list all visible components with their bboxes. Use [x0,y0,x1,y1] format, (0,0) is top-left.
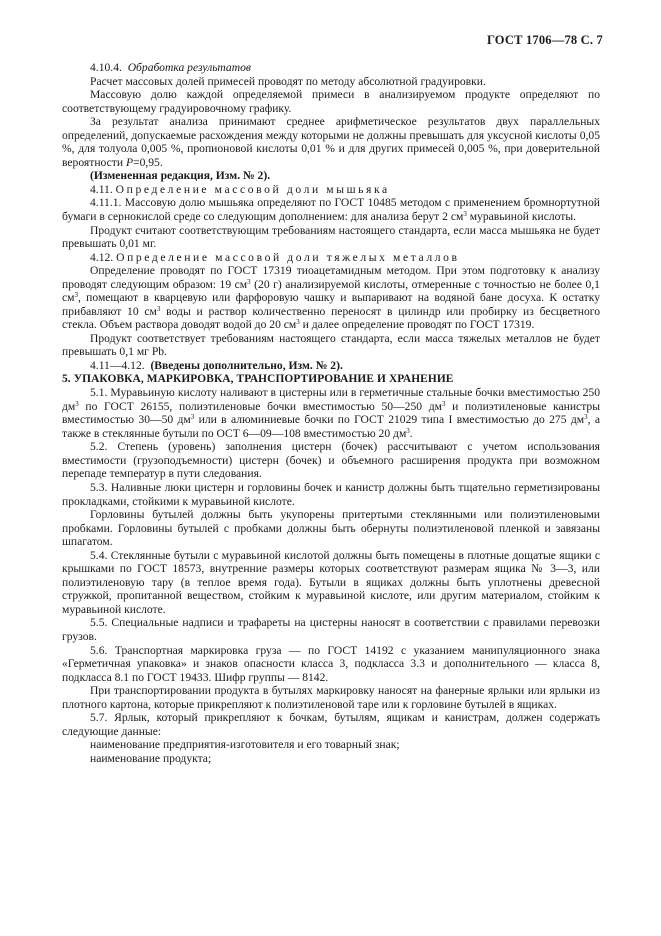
paragraph: 5.1. Муравьиную кислоту наливают в цистерны или в герметичные стальные бочки вместимостью 250 $дм^3$ по ГОСТ 26155, полиэтиленовые бочки вместимостью 50—250 $дм^3$ и полиэтиленовые канистры вместимостью 30—50 $дм^3$ или в алюминиевые бочки по ГОСТ 21029 типа I вместимостью до 275 $дм^3$, а также в стеклянные бутыли по ОСТ 6—09—108 вместимостью 20 $дм^3$. [62,386,600,440]
list-item: наименование предприятия-изготовителя и его товарный знак; [90,738,400,752]
paragraph: 5.6. Транспортная маркировка груза — по ГОСТ 14192 с указанием манипуляционного знака «Герметичная упаковка» и знаков опасности класса 3, подкласса 3.3 и дополнительного — класса 8, подкласса 8.1 по ГОСТ 19433. Шифр группы — 8142. [62,643,600,684]
section-title: 5. УПАКОВКА, МАРКИРОВКА, ТРАНСПОРТИРОВАНИЕ И ХРАНЕНИЕ [62,372,454,385]
paragraph: Продукт соответствует требованиям настоящего стандарта, если масса тяжелых металлов не будет превышать 0,1 мг Pb. [62,331,600,359]
paragraph: При транспортировании продукта в бутылях маркировку наносят на фанерные ярлыки или ярлыки из плотного картона, которые прикрепляют к полиэтиленовой таре или к горловине бутылей в ящиках. [62,684,600,711]
document-body [62,61,600,765]
paragraph: 5.7. Ярлык, который прикрепляют к бочкам, бутылям, ящикам и канистрам, должен содержать следующие данные: [62,711,600,738]
paragraph: Горловины бутылей должны быть укупорены притертыми стеклянными или полиэтиленовыми пробками. Горловины бутылей с пробками должны быть обернуты полиэтиленовой пленкой и завязаны шпагатом. [62,508,600,549]
paragraph: Определение проводят по ГОСТ 17319 тиоацетамидным методом. При этом подготовку к анализу проводят следующим образом: 19 $см^3$ (20 г) анализируемой кислоты, отмеренные с точностью не более 0,1 $см^3$, помещают в кварцевую или фарфоровую чашку и выпаривают на водяной бане досуха. К остатку прибавляют 10 $см^3$ воды и раствор количественно переносят в цилиндр или пробирку из бесцветного стекла. Объем раствора доводят водой до 20 $см^3$ и далее определение проводят по ГОСТ 17319. [62,264,601,332]
paragraph: За результат анализа принимают среднее арифметическое результатов двух параллельных определений, допускаемые расхождения между которыми не должны превышать для уксусной кислоты 0,05 %, для толуола 0,005 %, пропионовой кислоты 0,01 % и для других примесей 0,005 %, при доверительной вероятности P=0,95. [62,115,600,169]
clause-4-12: 4.12. Определение массовой доли тяжелых металлов [90,250,460,264]
paragraph: Массовую долю каждой определяемой примеси в анализируемом продукте определяют по соответствующему градуировочному графику. [62,88,600,115]
clause-4-11: 4.11. Определение массовой доли мышьяка [90,182,390,196]
paragraph: Расчет массовых долей примесей проводят по методу абсолютной градуировки. [90,74,486,88]
paragraph: 5.4. Стеклянные бутыли с муравьиной кислотой должны быть помещены в плотные дощатые ящики с крышками по ГОСТ 18573, внутренние размеры которых соответствуют размерам ящика № 3—3, или полиэтиленовую тару (в теплое время года). Бутыли в ящиках должны быть уплотнены древесной стружкой, пропитанной веществом, стойким к муравьиной кислоте, или другим материалом, стойким к муравьиной кислоте. [62,548,600,616]
paragraph: 4.11.1. Массовую долю мышьяка определяют по ГОСТ 10485 методом с применением бромнортутной бумаги в сернокислой среде со следующим дополнением: для анализа берут 2 $см^3$ муравьиной кислоты. [62,196,600,224]
page-header: ГОСТ 1706—78 С. 7 [486,33,603,47]
paragraph: 5.3. Наливные люки цистерн и горловины бочек и канистр должны быть тщательно герметизированы прокладками, стойкими к муравьиной кислоте. [62,480,600,508]
clause-4-10-4 [62,61,600,75]
clause-title: Определение массовой доли тяжелых металлов [116,250,460,264]
amendment-note: (Измененная редакция, Изм. № 2). [90,169,271,183]
paragraph: 5.2. Степень (уровень) заполнения цистерн (бочек) рассчитывают с учетом использования вместимости (грузоподъемности) цистерн (бочек) и объемного расширения продукта при возможном перепаде температур в пути следования. [62,440,600,481]
clause-number: 4.10.4. [90,61,122,74]
clause-title: Обработка результатов [127,61,251,74]
amendment-note: 4.11—4.12. (Введены дополнительно, Изм. № 2). [90,359,343,373]
paragraph: Продукт считают соответствующим требованиям настоящего стандарта, если масса мышьяка не будет превышать 0,01 мг. [62,223,600,251]
clause-title: Определение массовой доли мышьяка [115,182,390,196]
list-item: наименование продукта; [90,751,212,765]
paragraph: 5.5. Специальные надписи и трафареты на цистерны наносят в соответствии с правилами перевозки грузов. [62,616,600,643]
